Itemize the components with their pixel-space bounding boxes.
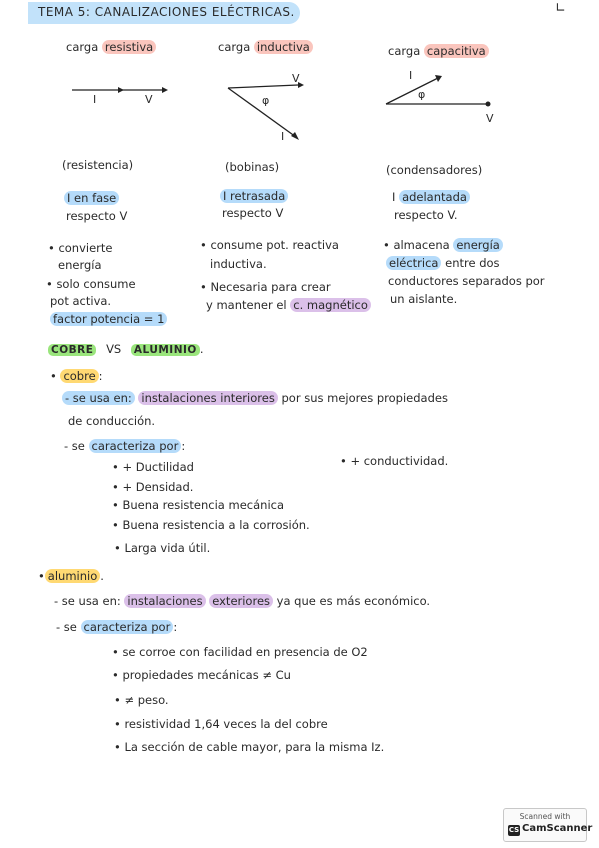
capacitive-phi-label: φ [418,88,426,101]
capacitive-note-2 [386,256,500,270]
cobre-item-3: • Buena resistencia mecánica [112,498,285,512]
aluminio-bullet: • [38,569,45,583]
cobre-uso-rest: por sus mejores propiedades [281,391,448,405]
capacitive-note-1-text: • almacena [383,238,450,252]
cobre-title: • cobre : [50,369,103,383]
capacitive-phase-prefix: I [392,190,396,204]
aluminio-car-hl: caracteriza por [81,620,174,634]
capacitive-phase-hl: adelantada [399,190,470,204]
capacitive-I-label: I [409,69,413,82]
comparison-heading [48,342,204,357]
resistive-note-5 [50,312,167,326]
aluminio-item-2: • propiedades mecánicas ≠ Cu [112,668,291,682]
electric-hl: eléctrica [386,256,441,270]
resistive-phase-rest: respecto V [66,209,128,223]
cobre-uso-hl: instalaciones interiores [138,391,277,405]
inductive-phi-label: φ [262,94,270,107]
cobre-caracteriza [64,439,185,453]
cobre-item-1: • + Ductilidad [112,460,194,474]
inductive-note-2: inductiva. [210,257,267,271]
capacitive-note-4: un aislante. [390,292,458,306]
aluminio-car-end: : [173,620,178,634]
camscanner-name: CamScanner [522,823,593,834]
capacitive-note-3: conductores separados por [388,274,545,288]
inductive-I-label: I [281,130,285,143]
cobre-item-5: • Larga vida útil. [114,541,211,555]
cobre-title-hl: cobre [60,369,98,383]
capacitive-note-2-text: entre dos [445,256,500,270]
resistive-V-label: V [145,93,153,106]
cobre-heading-hl: COBRE [48,344,96,356]
inductive-phasor-diagram [220,75,320,145]
aluminio-caracteriza [56,620,177,634]
cobre-item-4: • Buena resistencia a la corrosión. [112,518,310,532]
magnetic-field-hl: c. magnético [290,298,371,312]
page-title: TEMA 5: CANALIZACIONES ELÉCTRICAS. [38,5,295,19]
cobre-title-end: : [98,369,103,383]
aluminio-item-5: • La sección de cable mayor, para la misma Iz. [114,740,385,754]
inductive-heading [218,40,313,54]
aluminio-title-end: . [100,569,104,583]
cobre-car-hl: caracteriza por [89,439,182,453]
comparison-end: . [199,342,204,356]
aluminio-car-prefix: - se [56,620,77,634]
capacitive-component: (condensadores) [386,163,483,177]
scanned-with-text: Scanned with [519,812,571,821]
resistive-component: (resistencia) [62,158,134,172]
capacitive-prefix: carga [388,44,421,58]
cobre-item-2: • + Densidad. [112,480,194,494]
resistive-note-3: • solo consume [46,277,136,291]
resistive-heading [66,40,156,54]
resistive-label: resistiva [102,40,156,54]
inductive-phase-rest: respecto V [222,206,284,220]
vs-text: VS [106,342,122,356]
capacitive-phase [392,190,470,204]
aluminio-title-hl: aluminio [45,569,100,583]
inductive-V-label: V [292,72,300,85]
camscanner-logo-icon: CS [508,826,520,834]
resistive-I-label: I [93,93,97,106]
aluminio-uso-hl2: exteriores [209,594,273,608]
aluminio-uso-hl1: instalaciones [124,594,205,608]
resistive-prefix: carga [66,40,99,54]
aluminio-uso-prefix: - se usa en: [54,594,121,608]
capacitive-heading [388,44,489,58]
resistive-phase-hl: I en fase [64,191,119,205]
resistive-note-1: • convierte [48,241,113,255]
aluminio-item-4: • resistividad 1,64 veces la del cobre [114,717,328,731]
resistive-phase [64,191,119,205]
resistive-phasor-diagram [60,75,180,115]
energy-hl: energía [453,238,503,252]
cobre-car-end: : [181,439,186,453]
aluminio-heading-hl: ALUMINIO [131,344,200,356]
corner-mark: ∟ [555,1,566,16]
inductive-note-4 [206,298,371,312]
cobre-side-item: • + conductividad. [340,454,449,468]
cobre-uso-rest2: de conducción. [68,414,156,428]
inductive-prefix: carga [218,40,251,54]
capacitive-V-label: V [486,112,494,125]
power-factor-hl: factor potencia = 1 [50,312,167,326]
aluminio-uso-rest: ya que es más económico. [276,594,431,608]
cobre-car-prefix: - se [64,439,85,453]
capacitive-label: capacitiva [424,44,489,58]
capacitive-note-1 [383,238,503,252]
aluminio-title [38,569,104,583]
aluminio-item-3: • ≠ peso. [114,693,169,707]
resistive-note-2: energía [58,258,102,272]
inductive-phase [220,189,288,203]
aluminio-item-1: • se corroe con facilidad en presencia de O2 [112,645,368,659]
inductive-note-4-text: y mantener el [206,298,287,312]
inductive-note-3: • Necesaria para crear [200,280,331,294]
inductive-component: (bobinas) [225,160,280,174]
inductive-note-1: • consume pot. reactiva [200,238,339,252]
cobre-uso-prefix: - se usa en: [62,391,135,405]
capacitive-phase-rest: respecto V. [394,208,458,222]
aluminio-uso [54,594,430,608]
camscanner-badge [503,808,593,842]
capacitive-phasor-diagram [380,72,500,117]
inductive-label: inductiva [254,40,313,54]
inductive-phase-hl: I retrasada [220,189,288,203]
resistive-note-4: pot activa. [50,294,112,308]
cobre-uso [62,391,448,405]
